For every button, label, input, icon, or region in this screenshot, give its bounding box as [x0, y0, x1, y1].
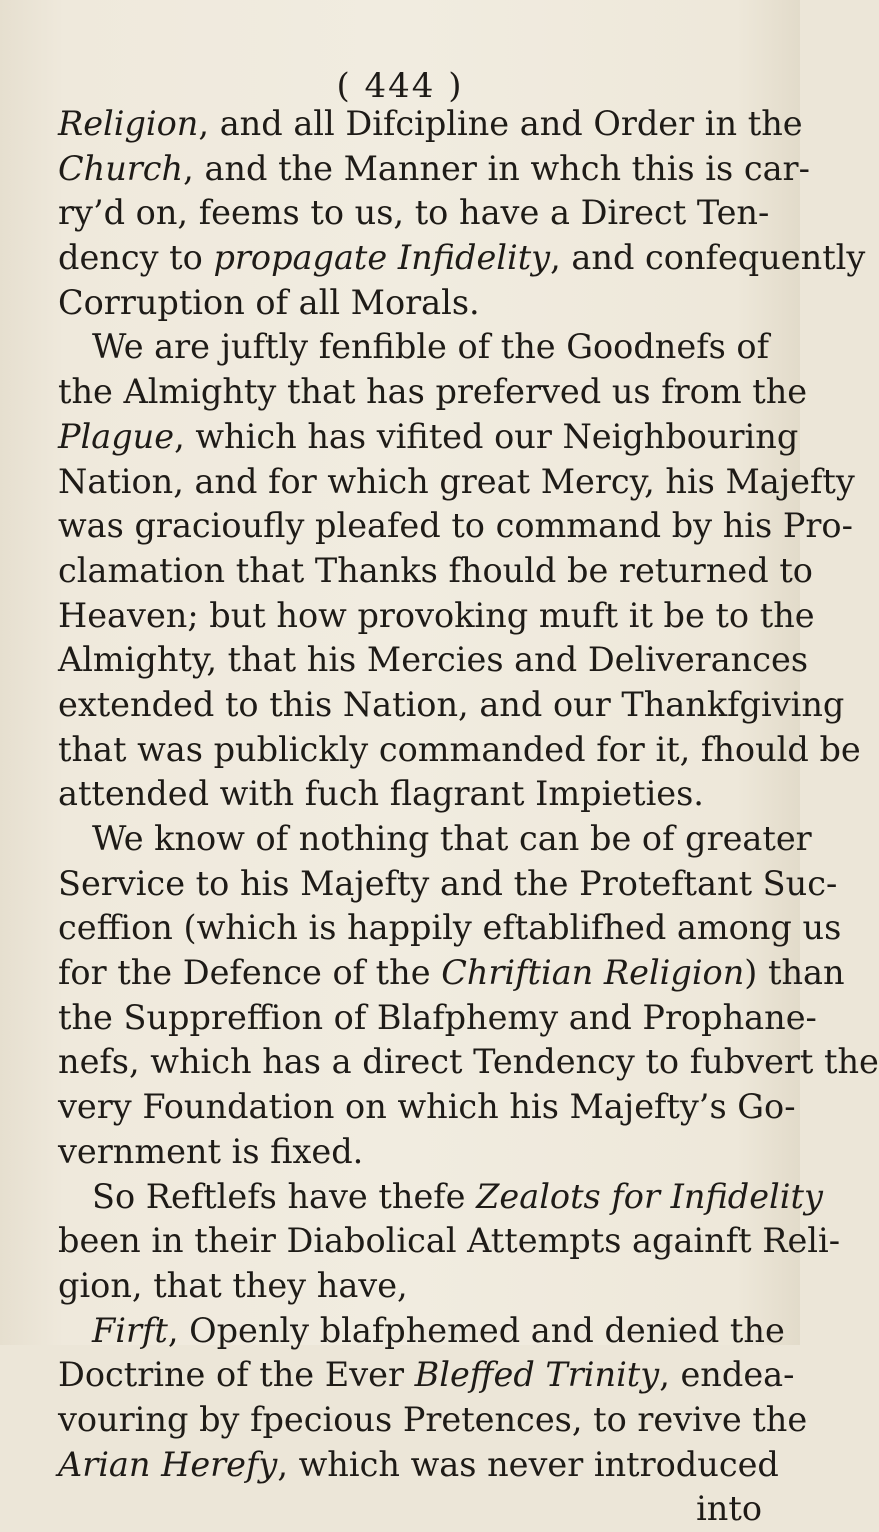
text-line: vernment is fixed.	[58, 1131, 364, 1171]
text-line: extended to this Nation, and our Thankfgiving	[58, 684, 845, 724]
text-line: We are juftly fenfible of the Goodnefs of	[92, 327, 770, 367]
text-line: So Reftlefs have thefe Zealots for Infidelity	[92, 1176, 823, 1216]
text-line: gion, that they have,	[58, 1265, 408, 1305]
text-line: was gracioufly pleafed to command by his Pro-	[58, 506, 853, 546]
text-line: for the Defence of the Chriftian Religion) than	[58, 953, 845, 993]
text-line: Plague, which has vifited our Neighbouring	[58, 416, 799, 456]
text-line: nefs, which has a direct Tendency to fubvert the	[58, 1042, 879, 1082]
text-line: Nation, and for which great Mercy, his Majefty	[58, 461, 855, 501]
text-line: Arian Herefy, which was never introduced	[58, 1444, 779, 1484]
text-line: the Almighty that has preferved us from the	[58, 372, 808, 412]
catchword: into	[696, 1489, 762, 1529]
text-line: vouring by fpecious Pretences, to revive the	[58, 1399, 808, 1439]
text-line: clamation that Thanks fhould be returned to	[58, 550, 813, 590]
text-line: dency to propagate Infidelity, and confequently	[58, 238, 866, 278]
page-number: ( 444 )	[336, 66, 464, 106]
text-line: Almighty, that his Mercies and Deliverances	[58, 640, 809, 680]
text-line: attended with fuch flagrant Impieties.	[58, 774, 704, 814]
text-line: ry’d on, feems to us, to have a Direct Ten-	[58, 193, 770, 233]
text-line: the Suppreffion of Blafphemy and Prophane-	[58, 997, 817, 1037]
text-line: We know of nothing that can be of greater	[92, 819, 812, 858]
text-line: very Foundation on which his Majefty’s Go-	[58, 1087, 796, 1127]
text-line: been in their Diabolical Attempts againft Reli-	[58, 1221, 841, 1261]
text-line: Church, and the Manner in whch this is car-	[58, 148, 810, 188]
text-line: that was publickly commanded for it, fhould be	[58, 729, 861, 769]
text-line: Heaven; but how provoking muft it be to the	[58, 595, 815, 635]
text-line: ceffion (which is happily eftablifhed among us	[58, 908, 842, 948]
text-line: Doctrine of the Ever Bleffed Trinity, endea-	[58, 1355, 795, 1395]
text-line: Corruption of all Morals.	[58, 282, 480, 322]
body-text	[58, 102, 879, 1532]
text-line: Religion, and all Difcipline and Order in the	[58, 104, 803, 143]
text-line: Firft, Openly blafphemed and denied the	[92, 1310, 785, 1350]
text-line: Service to his Majefty and the Proteftant Suc-	[58, 863, 838, 903]
